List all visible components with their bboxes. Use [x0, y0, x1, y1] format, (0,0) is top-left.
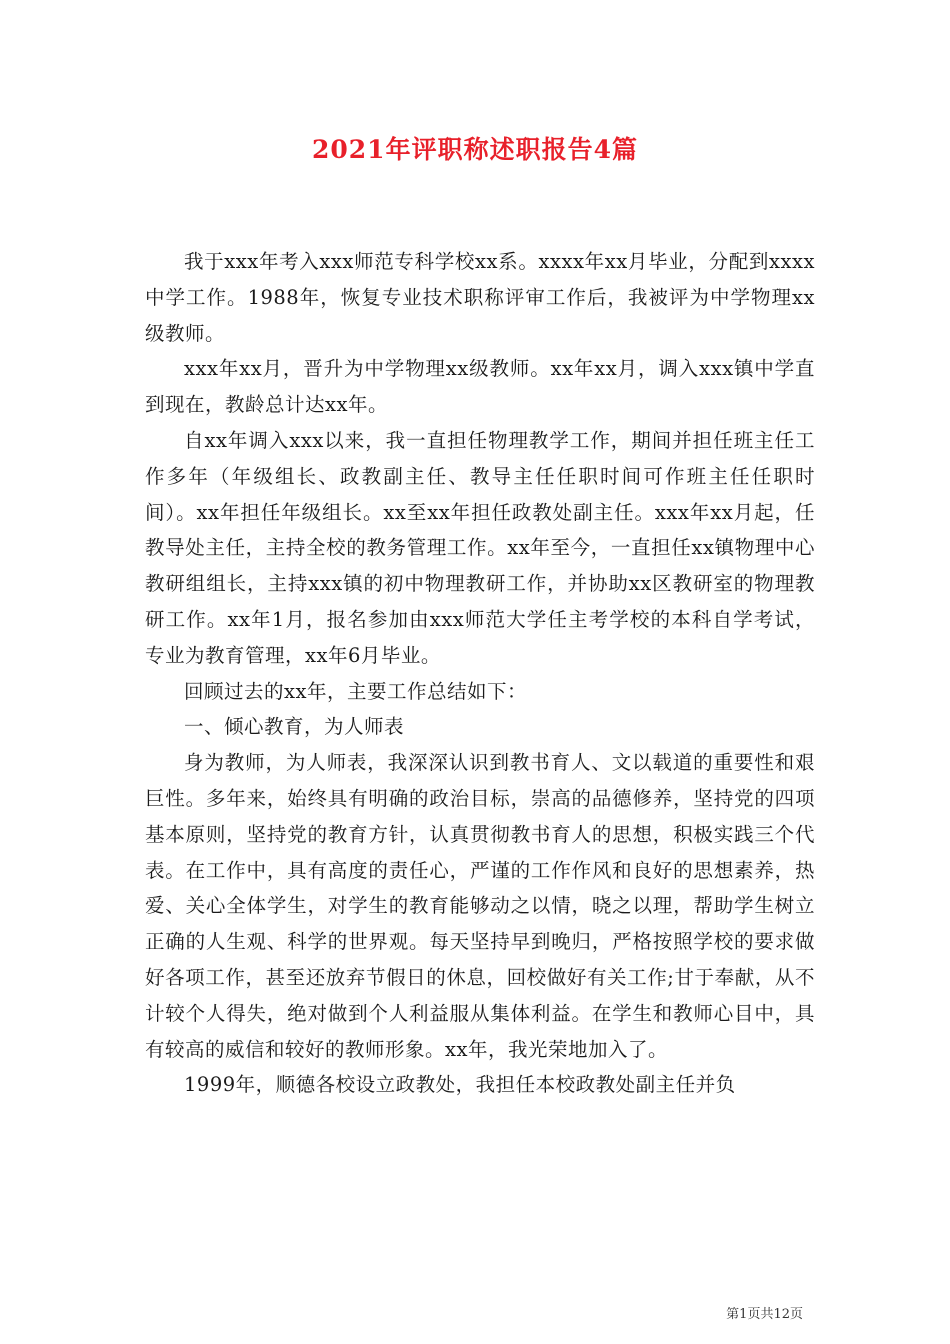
paragraph-2: xxx年xx月，晋升为中学物理xx级教师。xx年xx月，调入xxx镇中学直到现在，教龄总计达xx年。	[145, 357, 815, 417]
document-title: 2021年评职称述职报告4篇	[312, 135, 638, 164]
paragraph-1: 我于xxx年考入xxx师范专科学校xx系。xxxx年xx月毕业，分配到xxxx中学工作。1988年，恢复专业技术职称评审工作后，我被评为中学物理xx级教师。	[145, 250, 815, 345]
paragraph-4: 回顾过去的xx年，主要工作总结如下：	[184, 679, 527, 703]
page-number-footer: 第1页共12页	[726, 1307, 803, 1322]
paragraph-5: 身为教师，为人师表，我深深认识到教书育人、文以载道的重要性和艰巨性。多年来，始终具有明确的政治目标，崇高的品德修养，坚持党的四项基本原则，坚持党的教育方针，认真贯彻教书育人的思想，积极实践三个代表。在工作中，具有高度的责任心，严谨的工作作风和良好的思想素养，热爱、关心全体学生，对学生的教育能够动之以情，晓之以理，帮助学生树立正确的人生观、科学的世界观。每天坚持早到晚归，严格按照学校的要求做好各项工作，甚至还放弃节假日的休息，回校做好有关工作;甘于奉献，从不计较个人得失，绝对做到个人利益服从集体利益。在学生和教师心目中，具有较高的威信和较好的教师形象。xx年，我光荣地加入了。	[145, 751, 815, 1061]
section-heading-1: 一、倾心教育，为人师表	[184, 715, 405, 739]
paragraph-3: 自xx年调入xxx以来，我一直担任物理教学工作，期间并担任班主任工作多年（年级组长、政教副主任、教导主任任职时间可作班主任任职时间）。xx年担任年级组长。xx至xx年担任政教处副主任。xxx年xx月起，任教导处主任，主持全校的教务管理工作。xx年至今，一直担任xx镇物理中心教研组组长，主持xxx镇的初中物理教研工作，并协助xx区教研室的物理教研工作。xx年1月，报名参加由xxx师范大学任主考学校的本科自学考试，专业为教育管理，xx年6月毕业。	[145, 428, 815, 667]
paragraph-6: 1999年，顺德各校设立政教处，我担任本校政教处副主任并负	[184, 1073, 736, 1097]
document-body	[145, 244, 815, 1103]
